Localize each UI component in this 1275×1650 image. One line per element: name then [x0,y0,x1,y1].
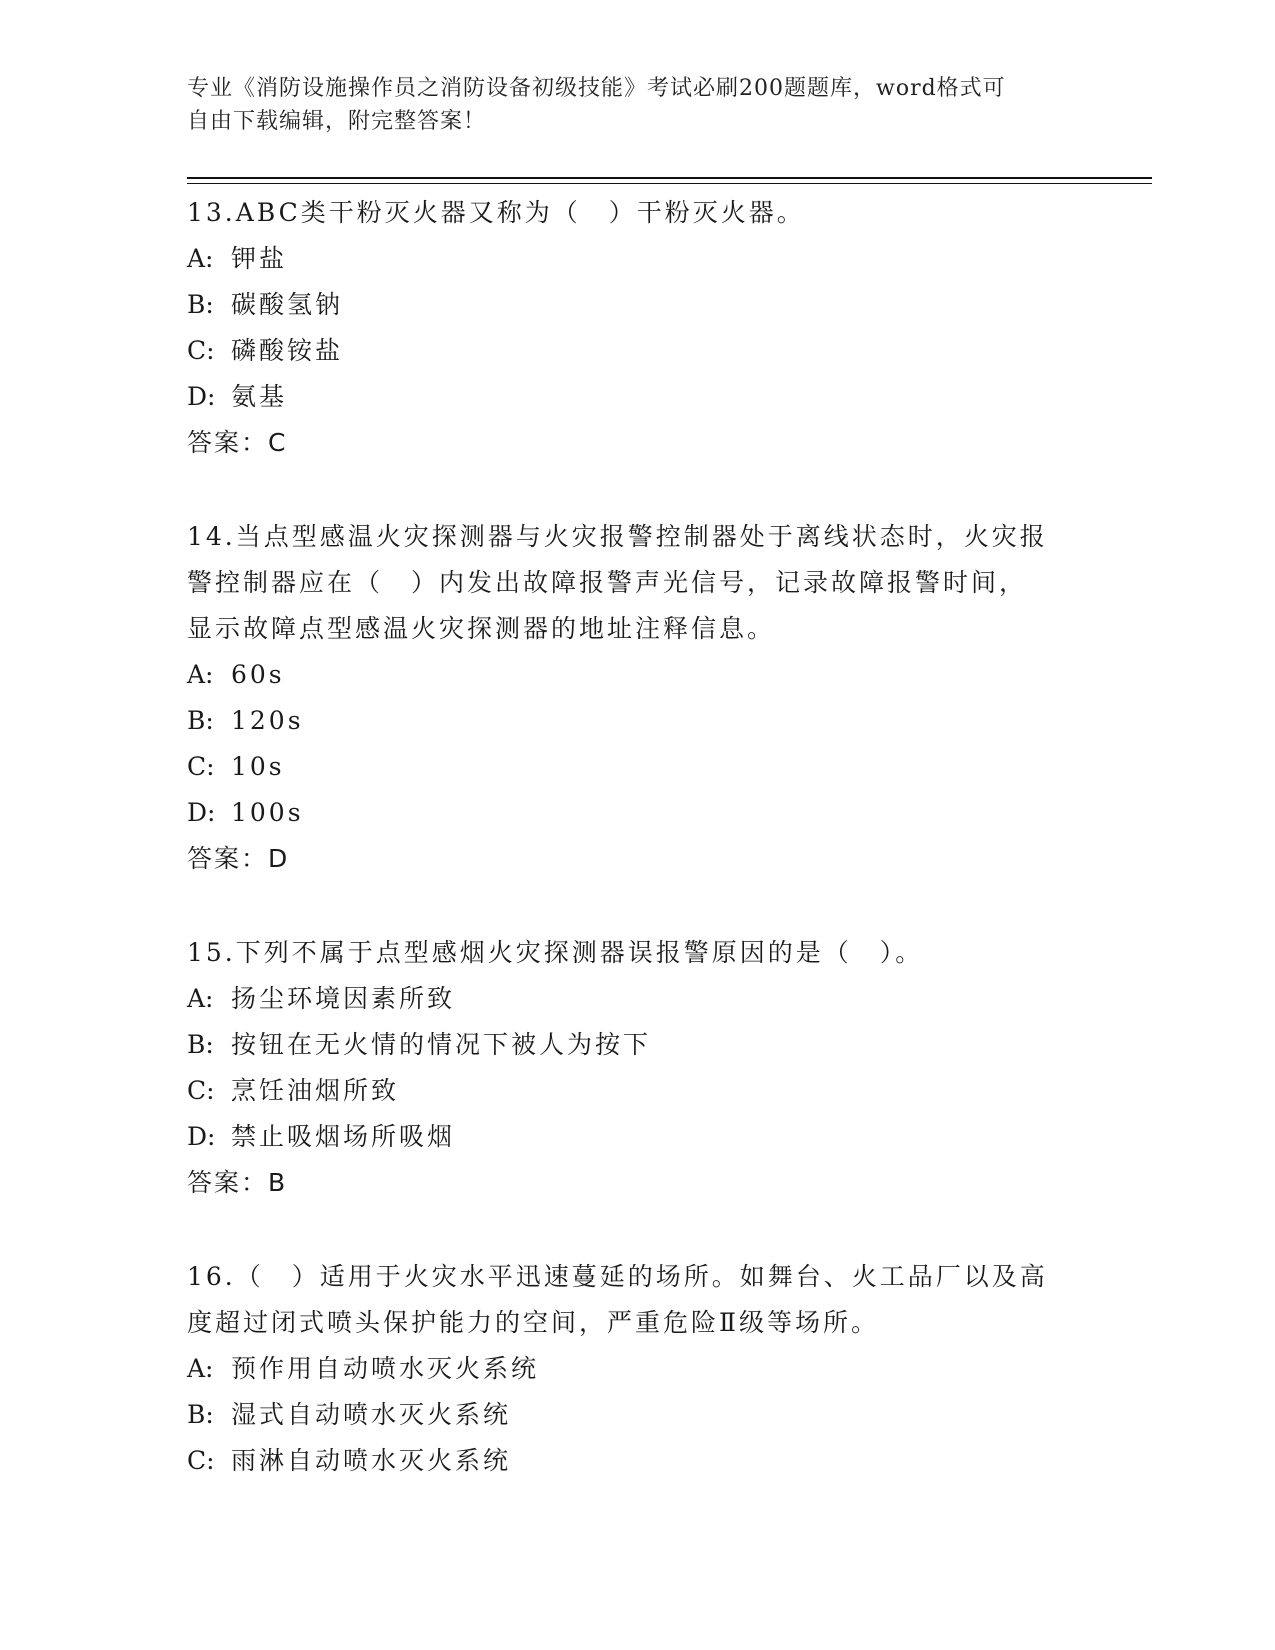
option-text: 氨基 [231,382,288,411]
option-text: 磷酸铵盐 [231,336,344,365]
option-text: 禁止吸烟场所吸烟 [231,1122,456,1151]
option-text: 湿式自动喷水灭火系统 [231,1400,512,1429]
option-text: 10s [231,752,285,781]
option-c [187,1438,1107,1484]
option-letter: A: [187,1354,214,1383]
question-spacer [187,1206,1107,1254]
header-divider-thick [187,177,1152,179]
option-letter: A: [187,660,214,689]
option-text: 按钮在无火情的情况下被人为按下 [231,1030,652,1059]
option-c [187,1068,1107,1114]
option-c [187,744,1107,790]
option-d [187,374,1107,420]
option-text: 钾盐 [231,244,288,273]
question-spacer [187,882,1107,930]
option-text: 扬尘环境因素所致 [231,984,456,1013]
option-a [187,652,1107,698]
option-b [187,282,1107,328]
answer-line: 答案：C [187,428,288,457]
option-letter: B: [187,706,214,735]
header-divider-thin [187,183,1152,184]
question-stem: 16.（ ）适用于火灾水平迅速蔓延的场所。如舞台、火工品厂以及高 [187,1262,1048,1291]
option-c [187,328,1107,374]
question-14 [187,514,1107,882]
option-letter: D: [187,382,216,411]
header-line-2: 自由下载编辑，附完整答案！ [187,109,487,134]
option-text: 120s [231,706,304,735]
option-text: 预作用自动喷水灭火系统 [231,1354,540,1383]
question-13 [187,190,1107,466]
document-header [187,72,1087,138]
option-text: 雨淋自动喷水灭火系统 [231,1446,512,1475]
question-spacer [187,466,1107,514]
option-text: 60s [231,660,285,689]
option-text: 烹饪油烟所致 [231,1076,400,1105]
option-b [187,698,1107,744]
question-15 [187,930,1107,1206]
option-text: 碳酸氢钠 [231,290,344,319]
question-stem: 度超过闭式喷头保护能力的空间，严重危险Ⅱ级等场所。 [187,1308,879,1337]
question-list [187,190,1107,1484]
question-stem: 15.下列不属于点型感烟火灾探测器误报警原因的是（ ）。 [187,938,924,967]
option-a [187,976,1107,1022]
option-letter: B: [187,1030,214,1059]
option-letter: B: [187,1400,214,1429]
option-letter: C: [187,752,215,781]
option-letter: B: [187,290,214,319]
option-letter: D: [187,1122,216,1151]
option-b [187,1392,1107,1438]
question-stem: 13.ABC类干粉灭火器又称为（ ）干粉灭火器。 [187,198,805,227]
option-letter: C: [187,336,215,365]
answer-line: 答案：D [187,844,290,873]
option-letter: A: [187,984,214,1013]
option-letter: A: [187,244,214,273]
option-text: 100s [231,798,304,827]
option-b [187,1022,1107,1068]
option-a [187,1346,1107,1392]
question-stem: 显示故障点型感温火灾探测器的地址注释信息。 [187,614,776,643]
answer-line: 答案：B [187,1168,288,1197]
option-d [187,1114,1107,1160]
header-line-1: 专业《消防设施操作员之消防设备初级技能》考试必刷200题题库，word格式可 [187,76,1006,101]
option-letter: C: [187,1076,215,1105]
option-d [187,790,1107,836]
option-letter: C: [187,1446,215,1475]
option-a [187,236,1107,282]
question-stem: 14.当点型感温火灾探测器与火灾报警控制器处于离线状态时，火灾报 [187,522,1048,551]
option-letter: D: [187,798,216,827]
question-stem: 警控制器应在（ ）内发出故障报警声光信号，记录故障报警时间， [187,568,1028,597]
question-16 [187,1254,1107,1484]
